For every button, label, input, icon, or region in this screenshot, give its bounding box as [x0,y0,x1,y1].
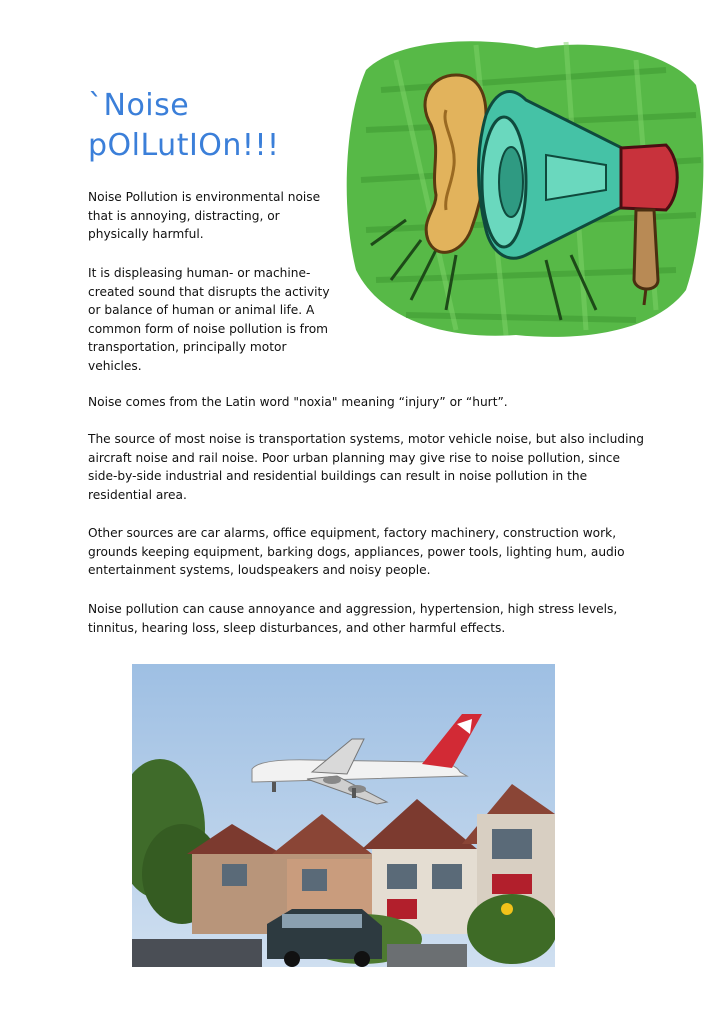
effects-paragraph: Noise pollution can cause annoyance and aggression, hypertension, high stress levels, tinnitus, hearing loss, sleep disturbances, and other harmful effects. [88,602,618,635]
intro-paragraph: Noise Pollution is environmental noise that is annoying, distracting, or physically harmful. [88,190,321,242]
ear-megaphone-illustration [336,30,711,348]
airplane-icon [132,664,555,967]
other-sources-paragraph: Other sources are car alarms, office equipment, factory machinery, construction work, grounds keeping equipment, barking dogs, appliances, power tools, lighting hum, audio entertainment systems, loudspeakers and noisy people. [88,526,625,578]
definition-paragraph: It is displeasing human- or machine-created sound that disrupts the activity or balance of human or animal life. A common form of noise pollution is from transportation, principally motor vehicles. [88,266,330,373]
sources-paragraph: The source of most noise is transportation systems, motor vehicle noise, but also including aircraft noise and rail noise. Poor urban planning may give rise to noise pollution, since side-by-side industrial and residential buildings can result in noise pollution in the residential area. [88,432,644,502]
ear-megaphone-icon [336,30,711,348]
etymology-paragraph: Noise comes from the Latin word "noxia" meaning “injury” or “hurt”. [88,395,508,409]
plane-over-houses-photo [132,664,555,967]
title-line-2: pOlLutIOn!!! [88,128,280,163]
page-title [88,86,348,166]
title-line-1: `Noise [88,88,190,123]
